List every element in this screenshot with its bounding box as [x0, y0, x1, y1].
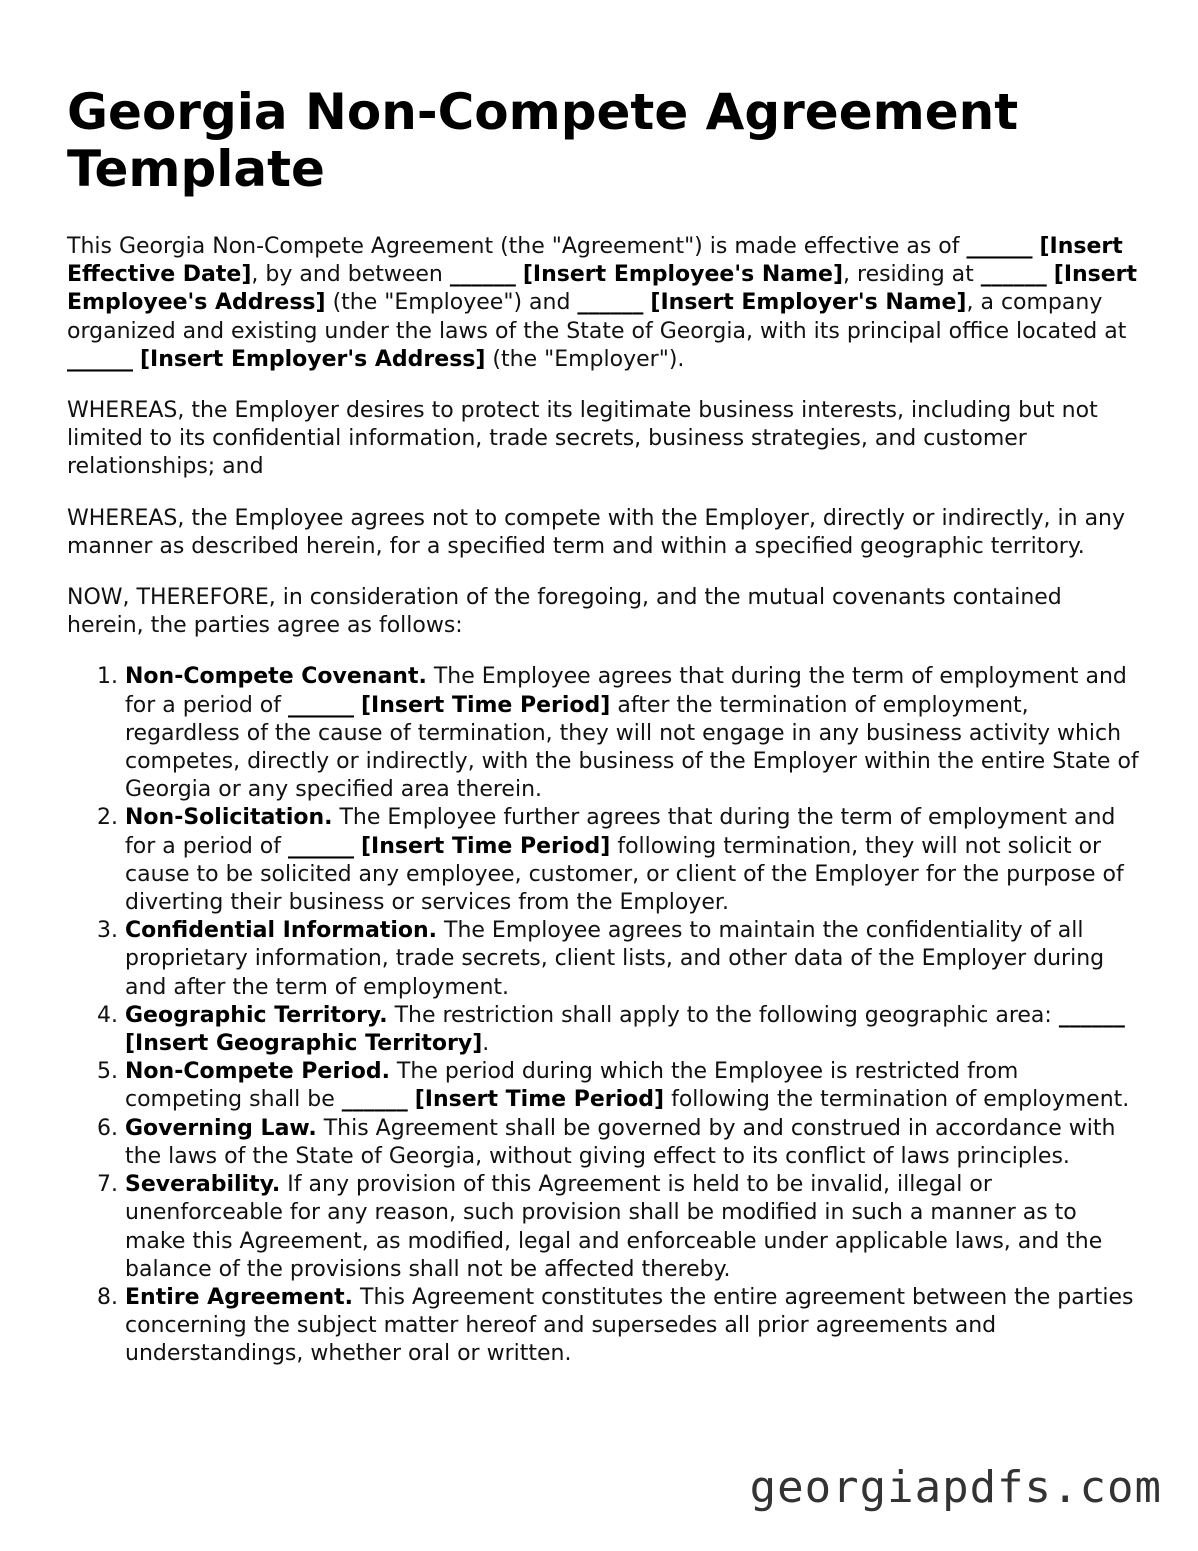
- clause-heading: Non-Solicitation.: [125, 805, 333, 831]
- intro-text: This Georgia Non-Compete Agreement (the "Agreement") is made effective as of: [67, 234, 967, 259]
- list-item: 1. Non-Compete Covenant. The Employee agrees that during the term of employment and for a period of ______ [Insert Time Period] after the termination of employment, regardless of the cause of termination, they will not engage in any business activity which competes, directly or indirectly, with the business of the Employer within the entire State of Georgia or any specified area therein.: [125, 663, 1142, 804]
- now-therefore-paragraph: NOW, THEREFORE, in consideration of the foregoing, and the mutual covenants contained herein, the parties agree as follows:: [67, 585, 1062, 639]
- blank-line: ______: [449, 262, 516, 288]
- blank-line: ______: [1058, 1002, 1125, 1028]
- blank-line: ______: [341, 1087, 408, 1113]
- intro-paragraph: [67, 233, 1142, 374]
- page-title: Georgia Non-Compete Agreement Template: [67, 83, 1019, 198]
- placeholder-time-period: [Insert Time Period]: [414, 1087, 665, 1113]
- placeholder-time-period: [Insert Time Period]: [361, 692, 611, 718]
- intro-text: , residing at: [843, 262, 981, 288]
- placeholder-employee-address: [Insert Employee's Address]: [67, 262, 1138, 316]
- placeholder-employer-name: [Insert Employer's Name]: [650, 290, 967, 316]
- list-item: 8. Entire Agreement. This Agreement constitutes the entire agreement between the parties concerning the subject matter hereof and supersedes all prior agreements and understandings, whether oral or written.: [125, 1284, 1142, 1369]
- clauses-list: [67, 663, 1142, 1368]
- placeholder-employee-name: [Insert Employee's Name]: [522, 262, 844, 288]
- document-page: [67, 84, 1142, 1369]
- placeholder-time-period: [Insert Time Period]: [361, 833, 611, 859]
- whereas-paragraph-2: WHEREAS, the Employee agrees not to compete with the Employer, directly or indirectly, in any manner as described herein, for a specified term and within a specified geographic territory.: [67, 505, 1126, 559]
- blank-line: ______: [288, 692, 354, 718]
- blank-line: ______: [67, 346, 133, 372]
- clause-heading: Governing Law.: [125, 1115, 317, 1141]
- clause-heading: Confidential Information.: [125, 918, 438, 944]
- list-item: 7. Severability. If any provision of this Agreement is held to be invalid, illegal or unenforceable for any reason, such provision shall be modified in such a manner as to make this Agreement, as modified, legal and enforceable under applicable laws, and the balance of the provisions shall not be affected thereby.: [125, 1171, 1142, 1284]
- blank-line: ______: [966, 234, 1033, 259]
- list-item: 5. Non-Compete Period. The period during which the Employee is restricted from competing shall be ______ [Insert Time Period] following the termination of employment.: [125, 1058, 1142, 1114]
- whereas-paragraph-1: WHEREAS, the Employer desires to protect its legitimate business interests, including but not limited to its confidential information, trade secrets, business strategies, and customer relationships; and: [67, 398, 1098, 480]
- blank-line: ______: [288, 833, 354, 859]
- intro-text: , a company organized and existing under the laws of the State of Georgia, with its principal office located at: [67, 290, 1127, 344]
- intro-text: , by and between: [251, 262, 450, 288]
- placeholder-employer-address: [Insert Employer's Address]: [140, 346, 486, 372]
- watermark: georgiapdfs.com: [749, 1462, 1162, 1513]
- list-item: 4. Geographic Territory. The restriction shall apply to the following geographic area: ______ [Insert Geographic Territory].: [125, 1002, 1142, 1058]
- blank-line: ______: [577, 290, 644, 316]
- clause-heading: Non-Compete Period.: [125, 1059, 390, 1085]
- intro-text: (the "Employee") and: [325, 290, 578, 316]
- list-item: 6. Governing Law. This Agreement shall be governed by and construed in accordance with the laws of the State of Georgia, without giving effect to its conflict of laws principles.: [125, 1115, 1142, 1171]
- clause-heading: Severability.: [125, 1172, 281, 1198]
- blank-line: ______: [980, 262, 1047, 288]
- list-item: 3. Confidential Information. The Employee agrees to maintain the confidentiality of all proprietary information, trade secrets, client lists, and other data of the Employer during and after the term of employment.: [125, 917, 1142, 1002]
- clause-heading: Geographic Territory.: [125, 1002, 388, 1028]
- list-item: 2. Non-Solicitation. The Employee further agrees that during the term of employment and for a period of ______ [Insert Time Period] following termination, they will not solicit or cause to be solicited any employee, customer, or client of the Employer for the purpose of diverting their business or services from the Employer.: [125, 804, 1142, 917]
- clause-heading: Non-Compete Covenant.: [125, 664, 427, 690]
- intro-text: (the "Employer").: [485, 346, 685, 372]
- clause-heading: Entire Agreement.: [125, 1284, 354, 1310]
- placeholder-geographic-territory: [Insert Geographic Territory]: [125, 1031, 483, 1057]
- placeholder-effective-date: [Insert Effective Date]: [67, 234, 1123, 288]
